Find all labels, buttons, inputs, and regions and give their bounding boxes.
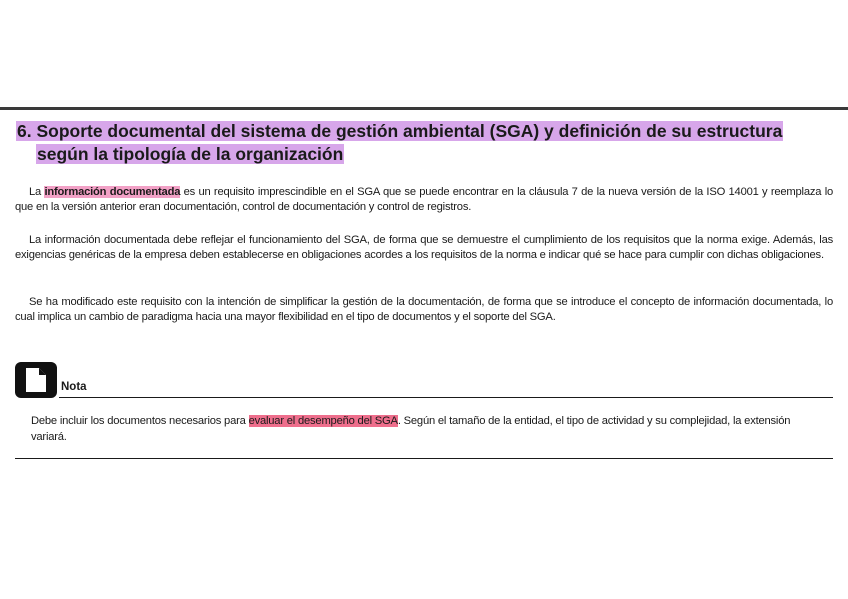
paragraph-2: La información documentada debe reflejar el funcionamiento del SGA, de forma que se demuestre el cumplimiento de los requisitos que la norma exige. Además, las exigencias genéricas de la empresa deben establecerse en obligaciones acordes a los requisitos de la norma e indicar qué se hace para cumplir con dichas obligaciones.: [15, 234, 833, 261]
heading-line-1: 6. Soporte documental del sistema de gestión ambiental (SGA) y definición de su estructura: [17, 121, 783, 141]
document-icon: [15, 362, 57, 398]
note-divider: [59, 397, 833, 398]
paragraph-3: Se ha modificado este requisito con la intención de simplificar la gestión de la documentación, de forma que se introduce el concepto de información documentada, lo cual implica un cambio de paradigma hacia una mayor flexibilidad en el tipo de documentos y el soporte del SGA.: [15, 296, 833, 323]
paragraph-1-body: es un requisito imprescindible en el SGA que se puede encontrar en la cláusula 7 de la nueva versión de la ISO 14001 y reemplaza lo que en la versión anterior eran documentación, control de documentación y control de registros.: [15, 186, 834, 213]
note-title: Nota: [61, 381, 87, 393]
note-text-body: . Según el tamaño de la entidad, el tipo de actividad y su complejidad, la extensión variará.: [31, 415, 791, 443]
section-heading: [16, 120, 836, 166]
highlighted-term: información documentada: [44, 186, 181, 198]
note-highlight: evaluar el desempeño del SGA: [248, 415, 398, 427]
paragraph-1-lead: La: [29, 186, 45, 198]
top-divider: [0, 107, 848, 110]
paragraph-1: [15, 185, 833, 215]
heading-line-2: según la tipología de la organización: [37, 144, 344, 164]
note-text-lead: Debe incluir los documentos necesarios para: [31, 415, 249, 427]
bottom-divider: [15, 458, 833, 459]
note-text: [31, 413, 821, 445]
